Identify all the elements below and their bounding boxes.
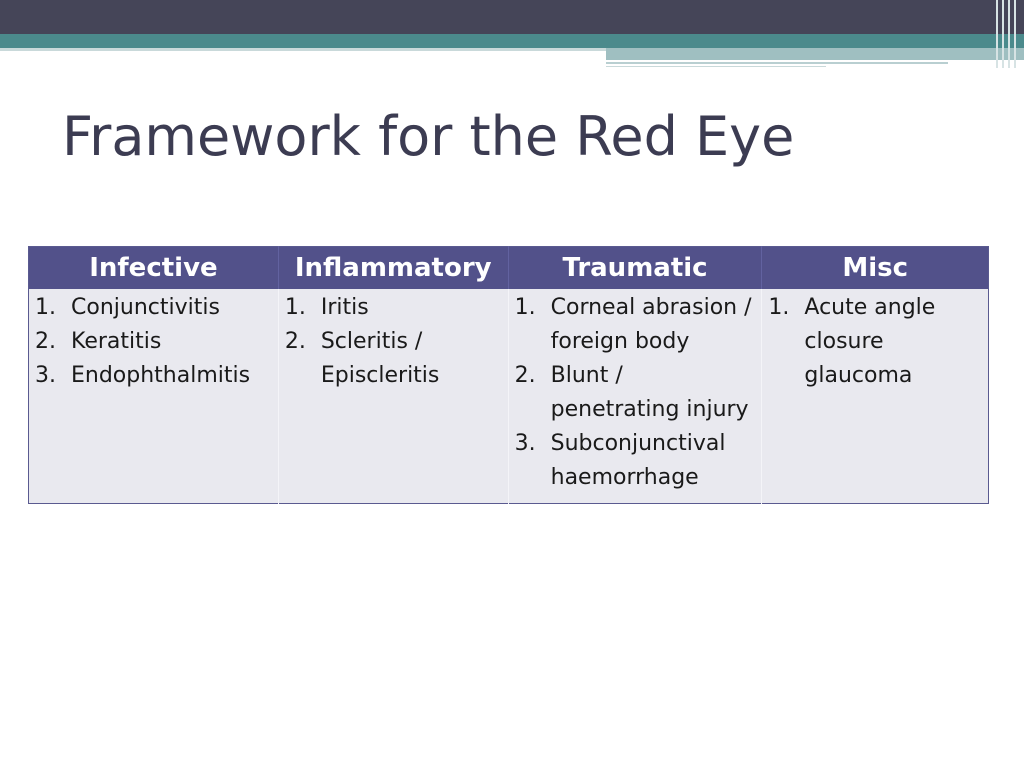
list-item — [35, 359, 272, 393]
list-item — [768, 291, 982, 393]
header-traumatic: Traumatic — [508, 247, 762, 290]
decor-line — [606, 66, 826, 67]
list-item — [515, 427, 756, 495]
teal-decor-bar — [0, 34, 1024, 48]
list-item — [285, 291, 502, 325]
list-item-text: Keratitis — [71, 329, 162, 354]
list-number: 3. — [35, 363, 56, 388]
header-infective: Infective — [29, 247, 279, 290]
cell-infective — [29, 289, 279, 504]
light-decor-bar — [0, 48, 606, 51]
list-item — [285, 325, 502, 393]
list-number: 1. — [284, 295, 306, 320]
red-eye-framework-table — [28, 246, 989, 504]
list-number: 1. — [35, 295, 56, 320]
top-decor-bar — [0, 0, 1024, 34]
list-item-text: Blunt / penetrating injury — [550, 363, 749, 422]
list-item — [515, 359, 756, 427]
list-number: 2. — [35, 329, 56, 354]
cell-inflammatory — [278, 289, 508, 504]
list-item-text: Corneal abrasion / foreign body — [550, 295, 752, 354]
slide-title: Framework for the Red Eye — [62, 105, 795, 168]
header-misc: Misc — [762, 247, 989, 290]
list-item-text: Subconjunctival haemorrhage — [550, 431, 726, 490]
list-item — [35, 325, 272, 359]
list-number: 2. — [284, 329, 306, 354]
list-item — [515, 291, 756, 359]
header-inflammatory: Inflammatory — [278, 247, 508, 290]
list-number: 2. — [514, 363, 536, 388]
list-item-text: Iritis — [320, 295, 369, 320]
vertical-stripes-decor — [992, 0, 1024, 68]
cell-traumatic — [508, 289, 762, 504]
teal-decor-bar-right — [606, 48, 1024, 60]
header-row — [29, 247, 989, 290]
list-item-text: Endophthalmitis — [71, 363, 251, 388]
list-item — [35, 291, 272, 325]
list-item-text: Scleritis / Episcleritis — [320, 329, 440, 388]
list-item-text: Conjunctivitis — [71, 295, 220, 320]
table-row — [29, 289, 989, 504]
list-number: 3. — [514, 431, 536, 456]
list-number: 1. — [514, 295, 536, 320]
list-item-text: Acute angle closure glaucoma — [804, 295, 936, 388]
list-number: 1. — [768, 295, 790, 320]
cell-misc — [762, 289, 989, 504]
decor-line — [606, 62, 948, 64]
